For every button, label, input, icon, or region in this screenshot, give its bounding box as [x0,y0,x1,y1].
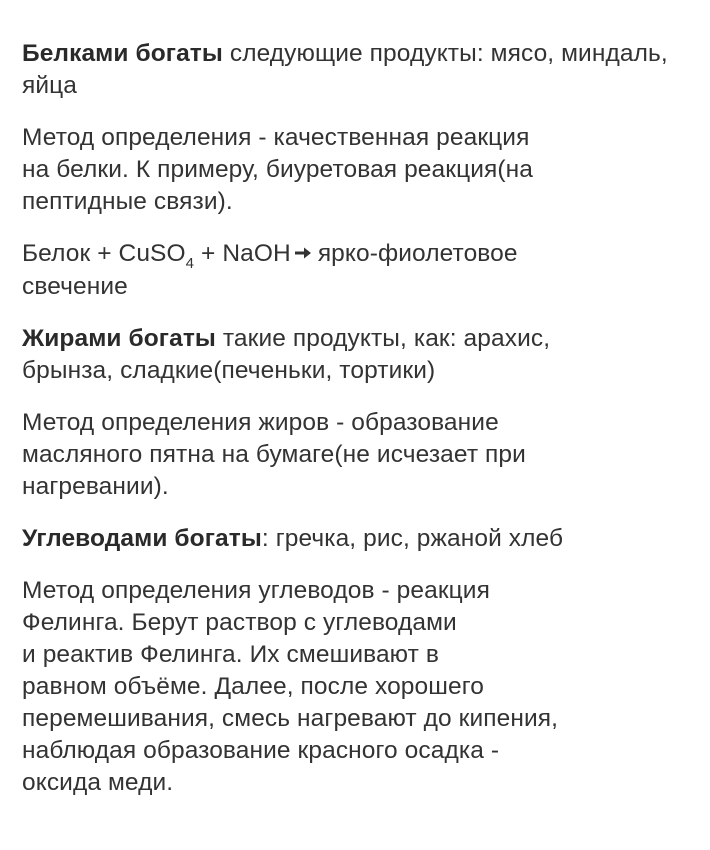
fats-text-line-2: брынза, сладкие(печеньки, тортики) [22,356,436,384]
carb-method-line-4: равном объёме. Далее, после хорошего [22,672,484,700]
carb-method-paragraph [22,575,692,799]
protein-method-paragraph [22,122,692,218]
carb-method-line-1: Метод определения углеводов - реакция [22,576,490,604]
carbs-text: : гречка, рис, ржаной хлеб [261,524,564,552]
fat-method-paragraph [22,407,692,503]
reaction-reactant-1: Белок + CuSO [22,240,186,267]
reaction-equation [22,238,692,303]
carb-method-line-5: перемешивания, смесь нагревают до кипения, [22,704,559,732]
protein-method-line-2: на белки. К примеру, биуретовая реакция(на [22,156,533,183]
carb-method-line-2: Фелинга. Берут раствор с углеводами [22,608,457,636]
carbs-heading: Углеводами богаты [22,524,262,552]
proteins-text: следующие продукты: мясо, миндаль, яйца [22,40,668,99]
carb-method-line-6: наблюдая образование красного осадка - [22,736,500,764]
fats-text-line-1: такие продукты, как: арахис, [215,324,551,352]
carb-method-line-7: оксида меди. [22,768,174,796]
carb-method-line-3: и реактив Фелинга. Их смешивают в [22,640,439,668]
proteins-paragraph [22,38,692,102]
fats-heading: Жирами богаты [22,324,216,352]
fat-method-line-2: масляного пятна на бумаге(не исчезает при [22,440,526,468]
fat-method-line-1: Метод определения жиров - образование [22,408,499,436]
carbs-paragraph [22,523,692,555]
reaction-result-line-1: ярко-фиолетовое [317,240,518,267]
fat-method-line-3: нагревании). [22,472,169,500]
protein-method-line-3: пептидные связи). [22,188,233,215]
reaction-reactant-2: + NaOH [194,240,291,267]
document-body [22,38,692,799]
reaction-subscript: 4 [185,255,195,272]
fats-paragraph [22,323,692,387]
right-arrow-icon [294,237,312,269]
proteins-heading: Белками богаты [22,40,223,67]
reaction-result-line-2: свечение [22,272,128,300]
protein-method-line-1: Метод определения - качественная реакция [22,124,530,151]
